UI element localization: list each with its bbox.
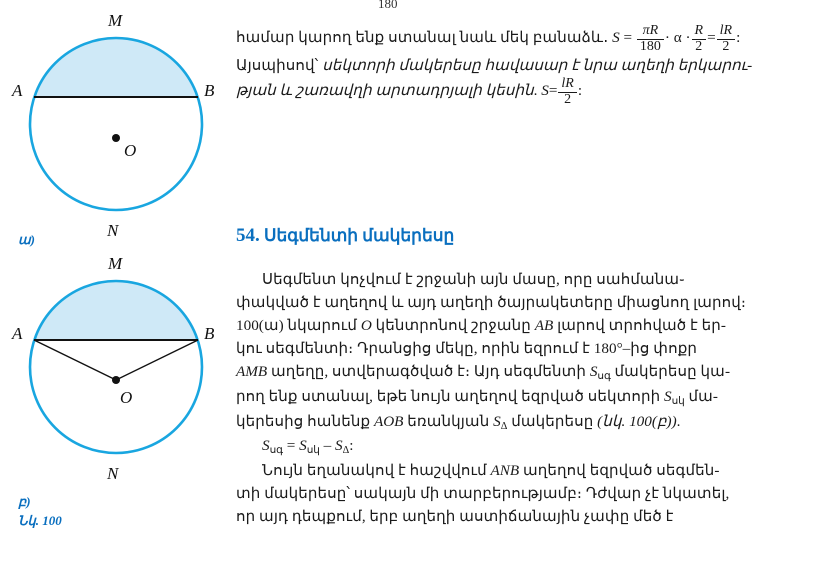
section-number: 54.	[236, 225, 260, 246]
label-M: M	[108, 254, 123, 273]
figure-caption: Նկ. 100	[18, 513, 62, 528]
eq1-fraction-1	[637, 24, 664, 54]
equation-sector-area-1	[612, 23, 741, 54]
text-column	[236, 0, 806, 570]
paragraph-sector-rule-cont	[236, 77, 806, 107]
eq1-frac1-den: 180	[639, 38, 661, 54]
rule-lead-in: Այսպիսով՝	[236, 57, 323, 75]
page-number: 180	[378, 0, 398, 11]
label-A: A	[12, 324, 23, 343]
figure-a-drawing	[0, 4, 232, 249]
intro-sentence: համար կարող ենք ստանալ նաև մեկ բանաձև․	[236, 28, 609, 46]
eq1-frac2-num: R	[692, 24, 707, 40]
eq1-fraction-3	[717, 24, 735, 54]
figure-b-label: բ)	[18, 494, 31, 509]
eq1-lhs: S	[612, 28, 620, 46]
eq1-frac1-num: πR	[637, 24, 664, 40]
body-line-5: AMB աղեղը, ստվերագծված է։ Այդ սեգմենտի $S_{սգ}$ մակերեսը կա-	[236, 363, 730, 383]
figure-a	[0, 4, 232, 249]
eq2-lhs: S	[541, 82, 549, 99]
body2-line-2: տի մակերեսը՝ սակայն մի տարբերությամբ։ Դժվար չէ նկատել,	[236, 484, 730, 502]
eq2-fraction	[558, 77, 576, 107]
figure-b-drawing	[0, 250, 232, 550]
body-line-3: 100(ա) նկարում O կենտրոնով շրջանը AB լարով տրոհված է եր-	[236, 317, 726, 335]
eq2-equals: =	[548, 82, 558, 99]
intro-block	[236, 24, 806, 107]
body2-line-3: որ այդ դեպքում, երբ աղեղի աստիճանային չափը մեծ է	[236, 508, 674, 525]
section-heading	[236, 222, 806, 251]
section-heading-block	[236, 222, 806, 251]
label-N: N	[107, 464, 119, 483]
rule-italic-2: թյան և շառավղի արտադրյալի կեսին	[236, 82, 534, 99]
body-line-4: կու սեգմենտի։ Դրանցից մեկը, որին եզրում է 180°–ից փոքր	[236, 340, 697, 358]
label-O: O	[124, 141, 137, 160]
eq2-frac-den: 2	[564, 91, 572, 107]
label-A: A	[12, 81, 23, 100]
body-line-2: փակված է աղեղով և այդ աղեղի ծայրակետերը միացնող լարով։	[236, 294, 747, 312]
body-line-1: Սեգմենտ կոչվում է շրջանի այն մասը, որը սահմանա֊	[262, 271, 685, 288]
label-N: N	[107, 221, 119, 240]
label-O: O	[120, 388, 133, 407]
eq1-frac3-den: 2	[722, 38, 730, 54]
eq1-fraction-2	[692, 24, 707, 54]
eq1-mid: · α ·	[664, 28, 691, 46]
section-title: Սեգմենտի մակերեսը	[264, 226, 455, 245]
eq2-tail: :	[577, 82, 583, 99]
figure-a-label: ա)	[18, 232, 35, 247]
body-line-7: կերեսից հանենք AOB եռանկյան $S_\Delta$ մակերեսը (նկ. 100(բ)).	[236, 412, 681, 432]
rule-italic-1: սեկտորի մակերեսը հավասար է նրա աղեղի երկարու-	[322, 57, 753, 75]
equation-segment-area: $S_{սգ} = S_{սկ} - S_\Delta$:	[262, 437, 354, 457]
eq1-frac2-den: 2	[695, 38, 703, 54]
rule-period: .	[533, 82, 538, 99]
section-body	[236, 268, 806, 528]
eq1-frac3-num: lR	[717, 24, 735, 40]
figures-column	[0, 0, 232, 570]
eq1-eq2: =	[707, 28, 716, 46]
body-line-6: րող ենք ստանալ, եթե նույն աղեղով եզրված սեկտորի $S_{սկ}$ մա-	[236, 387, 718, 407]
eq1-equals: =	[619, 28, 636, 46]
label-B: B	[204, 81, 215, 100]
figure-b	[0, 250, 232, 550]
eq2-frac-num: lR	[558, 77, 576, 93]
eq1-tail: :	[736, 28, 741, 46]
body2-line-1: Նույն եղանակով է հաշվվում ANB աղեղով եզրված սեգմեն-	[262, 461, 720, 479]
label-B: B	[204, 324, 215, 343]
paragraph-sector-rule	[236, 54, 806, 77]
paragraph-formula-intro	[236, 24, 806, 54]
equation-sector-area-2	[541, 76, 583, 107]
label-M: M	[108, 11, 123, 30]
